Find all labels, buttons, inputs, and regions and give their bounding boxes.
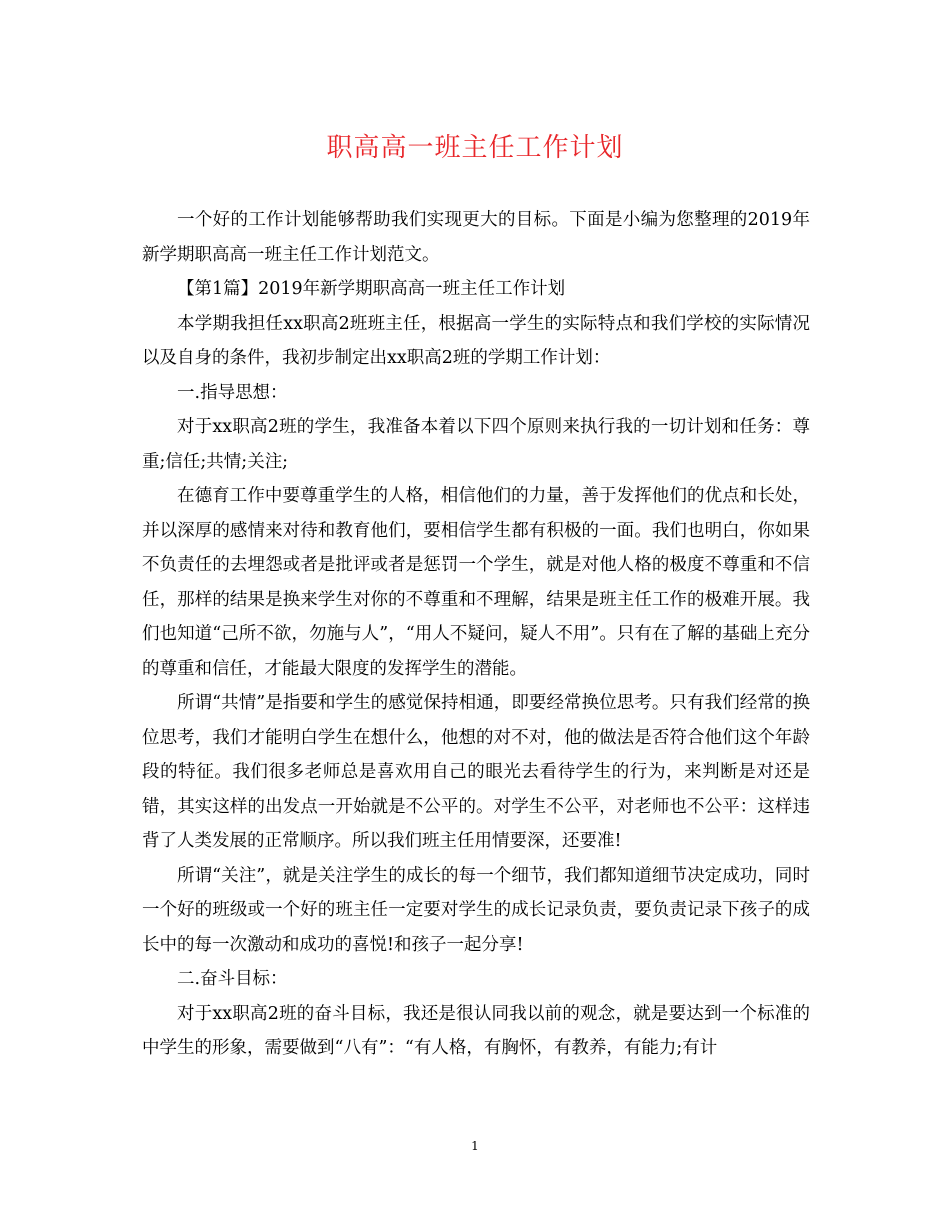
paragraph-intro: 一个好的工作计划能够帮助我们实现更大的目标。下面是小编为您整理的2019年新学期职高高一班主任工作计划范文。 [142, 210, 810, 265]
page-number: 1 [471, 1139, 479, 1153]
section-heading-goals: 二.奋斗目标： [177, 969, 288, 989]
paragraph-attention: 所谓“关注”，就是关注学生的成长的每一个细节，我们都知道细节决定成功，同时一个好的班级或一个好的班主任一定要对学生的成长记录负责，要负责记录下孩子的成长中的每一次激动和成功的喜悦!和孩子一起分享! [142, 865, 810, 955]
paragraph-part-heading: 【第1篇】2019年新学期职高高一班主任工作计划 [177, 279, 566, 299]
paragraph-goals: 对于xx职高2班的奋斗目标，我还是很认同我以前的观念，就是要达到一个标准的中学生的形象，需要做到“八有”：“有人格，有胸怀，有教养，有能力;有计 [142, 1003, 810, 1058]
section-heading-guiding-ideology: 一.指导思想： [177, 382, 288, 403]
paragraph-empathy: 所谓“共情”是指要和学生的感觉保持相通，即要经常换位思考。只有我们经常的换位思考，我们才能明白学生在想什么，他想的对不对，他的做法是否符合他们这个年龄段的特征。我们很多老师总是喜欢用自己的眼光去看待学生的行为，来判断是对还是错，其实这样的出发点一开始就是不公平的。对学生不公平，对老师也不公平：这样违背了人类发展的正常顺序。所以我们班主任用情要深，还要准! [142, 693, 810, 851]
document-title: 职高高一班主任工作计划 [326, 133, 624, 163]
paragraph-principles: 对于xx职高2班的学生，我准备本着以下四个原则来执行我的一切计划和任务：尊重;信任;共情;关注; [142, 417, 810, 472]
document-body [142, 203, 810, 1066]
paragraph-respect-trust: 在德育工作中要尊重学生的人格，相信他们的力量，善于发挥他们的优点和长处，并以深厚的感情来对待和教育他们，要相信学生都有积极的一面。我们也明白，你如果不负责任的去埋怨或者是批评或者是惩罚一个学生，就是对他人格的极度不尊重和不信任，那样的结果是换来学生对你的不尊重和不理解，结果是班主任工作的极难开展。我们也知道“己所不欲，勿施与人”，“用人不疑问，疑人不用”。只有在了解的基础上充分的尊重和信任，才能最大限度的发挥学生的潜能。 [142, 486, 810, 679]
paragraph-overview: 本学期我担任xx职高2班班主任，根据高一学生的实际特点和我们学校的实际情况以及自身的条件，我初步制定出xx职高2班的学期工作计划： [142, 313, 810, 368]
